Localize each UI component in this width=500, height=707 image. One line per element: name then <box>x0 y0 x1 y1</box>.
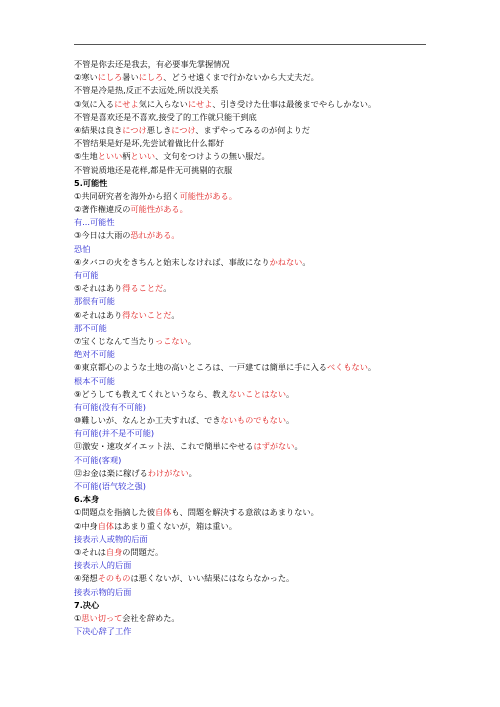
text-segment: 。 <box>302 256 311 267</box>
text-segment: 接表示物的后面 <box>74 586 132 597</box>
example-sentence <box>74 150 434 163</box>
text-segment: 、どうせ遠くまで行かないから大丈夫だ。 <box>163 72 319 83</box>
text-segment: ⑥それはあり <box>74 309 123 320</box>
text-segment: 不管是喜欢还是不喜欢,接受了的工作就只能干到底 <box>74 111 257 122</box>
grammar-highlight: 自体 <box>97 520 115 531</box>
text-segment: 。 <box>163 283 172 294</box>
text-segment: ②著作権違反の <box>74 204 131 215</box>
translation-line <box>74 111 434 124</box>
example-sentence <box>74 520 434 533</box>
text-segment: ④発想 <box>74 573 98 584</box>
text-segment: 下决心辞了工作 <box>74 626 132 637</box>
text-segment: ⑩難しいが、なんとか工夫すれば、でき <box>74 415 221 426</box>
text-segment: 。 <box>188 467 197 478</box>
header-rule <box>74 44 426 45</box>
text-segment: ②中身 <box>74 520 98 531</box>
example-sentence <box>74 546 434 559</box>
grammar-highlight: ないものでもない <box>220 415 287 426</box>
grammar-highlight: わけがない <box>147 467 189 478</box>
text-segment: 。 <box>294 441 303 452</box>
example-sentence <box>74 229 434 242</box>
grammar-highlight: かねない <box>269 256 303 267</box>
text-segment: 有...可能性 <box>74 217 115 228</box>
text-segment: 会社を辞めた。 <box>122 612 180 623</box>
text-segment: 気に入らない <box>138 98 188 109</box>
text-segment: ⑨どうしても教えてくれというなら、教え <box>74 388 229 399</box>
text-segment: は悪くないが、いい結果にはならなかった。 <box>130 573 295 584</box>
grammar-highlight: 思い切って <box>81 612 123 623</box>
text-segment: 柄 <box>122 151 131 162</box>
text-segment: 。 <box>286 415 295 426</box>
grammar-highlight: にせよ <box>187 98 213 109</box>
example-sentence <box>74 282 434 295</box>
text-segment: はあまり重くないが，箱は重い。 <box>114 520 237 531</box>
example-sentence <box>74 335 434 348</box>
grammar-highlight: べくもない <box>326 362 368 373</box>
text-segment: 那不可能 <box>74 322 107 333</box>
translation-note <box>74 454 434 467</box>
grammar-highlight: そのもの <box>97 573 131 584</box>
example-sentence <box>74 203 434 216</box>
text-segment: 不管结果是好是坏,先尝试着做比什么都好 <box>74 138 224 149</box>
text-segment: 有可能 <box>74 270 99 280</box>
text-segment: の問題だ。 <box>122 546 164 557</box>
example-sentence <box>74 190 434 203</box>
text-segment: ⑤それはあり <box>74 283 123 294</box>
text-segment: ① <box>74 612 82 623</box>
grammar-highlight: につけ <box>171 124 196 135</box>
example-sentence <box>74 388 434 401</box>
text-segment: 不管说质地还是花样,都是件无可挑剔的衣服 <box>74 164 233 175</box>
translation-note <box>74 348 434 361</box>
translation-note <box>74 533 434 546</box>
grammar-highlight: 得ることだ <box>122 283 164 294</box>
grammar-highlight: 自身 <box>105 546 123 557</box>
text-segment: 有可能(没有不可能) <box>74 401 146 412</box>
example-sentence <box>74 612 434 625</box>
translation-note <box>74 216 434 229</box>
text-segment: ⑪激安・速攻ダイエット法、これで簡単にやせる <box>74 441 254 452</box>
translation-note <box>74 625 434 638</box>
text-segment: 恐怕 <box>74 243 91 254</box>
text-segment: 不管是冷是热,反正不去远处,所以没关系 <box>74 85 219 96</box>
text-segment: 那很有可能 <box>74 296 115 307</box>
text-segment: 不可能(语气较之强) <box>74 481 146 491</box>
example-sentence <box>74 361 434 374</box>
example-sentence <box>74 467 434 480</box>
text-segment: 绝对不可能 <box>74 349 115 360</box>
example-sentence <box>74 414 434 427</box>
grammar-highlight: ないことはない <box>228 388 287 399</box>
section-heading <box>74 493 434 506</box>
text-segment: 6.本身 <box>74 494 100 505</box>
translation-note <box>74 269 434 282</box>
grammar-highlight: っこない <box>155 335 188 346</box>
translation-note <box>74 480 434 493</box>
translation-note <box>74 295 434 308</box>
example-sentence <box>74 71 434 84</box>
grammar-highlight: にしろ <box>138 72 164 83</box>
example-sentence <box>74 506 434 519</box>
section-heading <box>74 177 434 190</box>
text-segment: ③今日は大雨の <box>74 230 131 241</box>
text-segment: ①共同研究者を海外から招く <box>74 190 180 201</box>
translation-note <box>74 586 434 599</box>
text-segment: 、文句をつけようの無い服だ。 <box>155 151 270 162</box>
grammar-highlight: にしろ <box>97 72 123 83</box>
grammar-highlight: 恐れがある。 <box>130 230 180 241</box>
text-segment: ②寒い <box>74 72 98 83</box>
text-segment: ④結果は良き <box>74 124 123 135</box>
example-sentence <box>74 309 434 322</box>
translation-note <box>74 243 434 256</box>
text-segment: ⑫お金は楽に稼げる <box>74 467 148 478</box>
grammar-highlight: はずがない <box>253 441 295 452</box>
text-segment: 、まずやってみるのが何よりだ <box>195 124 310 135</box>
text-segment: ④タバコの火をきちんと始末しなければ、事故になり <box>74 256 270 267</box>
text-segment: ③気に入る <box>74 98 115 109</box>
translation-line <box>74 58 434 71</box>
translation-note <box>74 427 434 440</box>
translation-note <box>74 375 434 388</box>
grammar-highlight: につけ <box>122 124 147 135</box>
text-segment: ⑧東京都心のような土地の高いところは、一戸建ては簡単に手に入る <box>74 362 327 373</box>
text-segment: 接表示人或物的后面 <box>74 533 148 544</box>
grammar-highlight: 可能性がある。 <box>179 190 237 201</box>
text-segment: ⑤生地 <box>74 151 98 162</box>
grammar-highlight: 自体 <box>155 507 172 518</box>
text-segment: も、問題を解決する意欲はあまりない。 <box>171 507 319 518</box>
text-segment: 不管是你去还是我去，有必要事先掌握情况 <box>74 59 230 69</box>
text-segment: 不可能(客观) <box>74 454 122 465</box>
text-segment: 、引き受けた仕事は最後までやらしかない。 <box>212 98 377 109</box>
grammar-highlight: にせよ <box>114 98 139 109</box>
translation-note <box>74 401 434 414</box>
text-segment: ①問題点を指摘した彼 <box>74 507 156 518</box>
text-segment: 接表示人的后面 <box>74 560 132 571</box>
translation-line <box>74 164 434 177</box>
example-sentence <box>74 98 434 111</box>
document-body <box>74 58 434 638</box>
example-sentence <box>74 256 434 269</box>
example-sentence <box>74 124 434 137</box>
translation-note <box>74 322 434 335</box>
text-segment: ③それは <box>74 546 106 557</box>
text-segment: 。 <box>286 388 295 399</box>
grammar-highlight: 得ないことだ <box>122 309 172 320</box>
text-segment: 悪しき <box>146 124 172 135</box>
translation-line <box>74 84 434 97</box>
text-segment: 根本不可能 <box>74 375 115 386</box>
text-segment: 有可能(并不是不可能) <box>74 428 155 439</box>
text-segment: 5.可能性 <box>74 177 108 188</box>
text-segment: 暑い <box>122 72 139 83</box>
text-segment: 。 <box>187 335 196 346</box>
example-sentence <box>74 572 434 585</box>
example-sentence <box>74 440 434 453</box>
grammar-highlight: といい <box>97 151 123 162</box>
text-segment: ⑦宝くじなんて当たり <box>74 335 156 346</box>
grammar-highlight: といい <box>130 151 156 162</box>
section-heading <box>74 599 434 612</box>
text-segment: 。 <box>171 309 180 320</box>
translation-note <box>74 559 434 572</box>
grammar-highlight: 可能性がある。 <box>130 204 188 215</box>
text-segment: 。 <box>367 362 377 373</box>
translation-line <box>74 137 434 150</box>
text-segment: 7.决心 <box>74 599 100 610</box>
